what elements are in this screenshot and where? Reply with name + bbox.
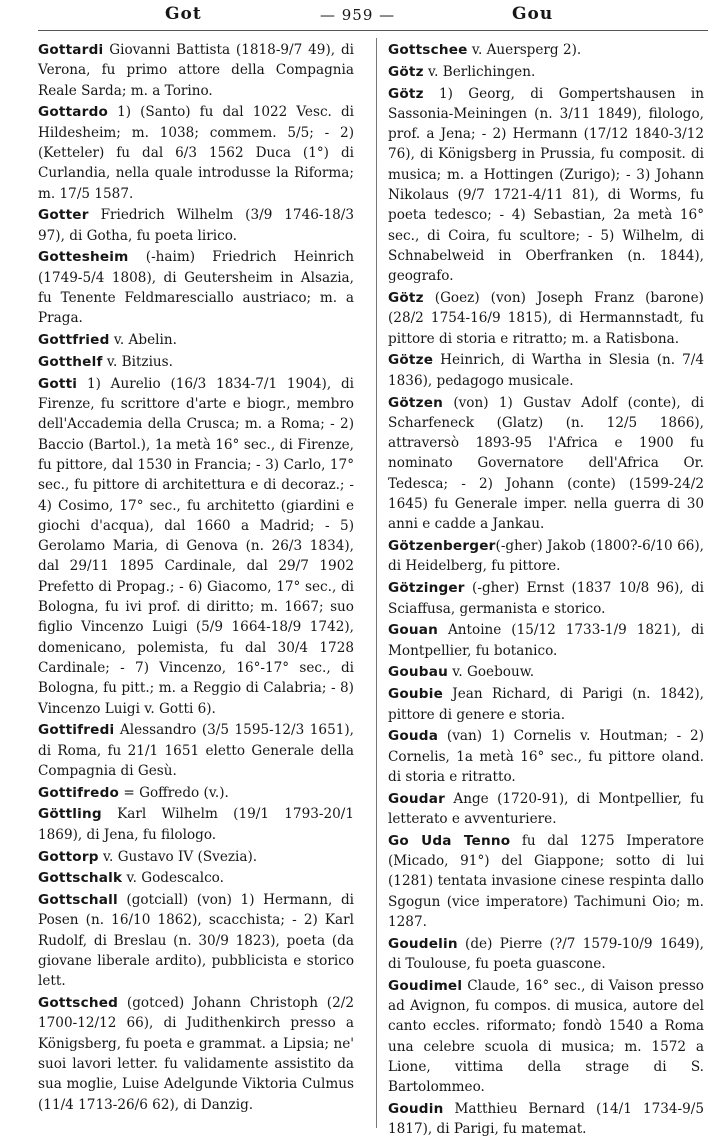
entry-text: (de) Pierre (?/7 1579-10/9 1649), di Toulouse, fu poeta guascone.	[388, 935, 704, 973]
entry-text: (gotced) Johann Christoph (2/2 1700-12/12 66), di Judithenkirch presso a Königsberg, fu poeta e grammat. a Lipsia; ne' suoi lavori letter. fu validamente assistito da sua moglie, Luise Adelgunde Viktoria Culmus (11/4 1713-26/6 62), di Danzig.	[38, 995, 354, 1113]
entry	[38, 352, 354, 372]
entry	[388, 789, 704, 830]
entry-text: (-haim) Friedrich Heinrich (1749-5/4 1808), di Geutersheim in Alsazia, fu Tenente Feldmaresciallo austriaco; m. a Praga.	[38, 249, 354, 327]
entry-text: v. Bitzius.	[102, 353, 173, 370]
entry-headword: Gottschall	[38, 892, 118, 909]
entry-text: (von) 1) Gustav Adolf (conte), di Scharfeneck (Glatz) (n. 12/5 1866), attraversò 1893-95 l'Africa e 1900 fu nominato Governatore dell'Africa Or. Tedesca; - 2) Johann (conte) (1599-24/2 1645) fu Generale imper. nella guerra di 30 anni e cadde a Jankau.	[388, 394, 704, 533]
entry	[388, 831, 704, 932]
entry-text: (van) 1) Cornelis v. Houtman; - 2) Cornelis, 1a metà 16° sec., fu pittore oland. di storia e ritratto.	[388, 728, 704, 785]
entry-headword: Götzen	[388, 394, 444, 411]
entry-text: Matthieu Bernard (14/1 1734-9/5 1817), di Parigi, fu matemat.	[388, 1101, 704, 1138]
entry-text: v. Abelin.	[109, 332, 177, 349]
entry-text: Alessandro (3/5 1595-12/3 1651), di Roma, fu 21/1 1651 eletto Generale della Compagnia di Gesù.	[38, 722, 354, 779]
entry	[38, 993, 354, 1115]
entry	[38, 847, 354, 867]
entry	[388, 62, 704, 82]
entry-headword: Götze	[388, 352, 434, 369]
entry	[388, 393, 704, 535]
entry-headword: Göttling	[38, 806, 102, 823]
entry-text: Heinrich, di Wartha in Slesia (n. 7/4 1836), pedagogo musicale.	[388, 352, 704, 389]
entry	[38, 102, 354, 203]
entry-text: = Goffredo (v.).	[119, 784, 229, 801]
entry	[38, 40, 354, 101]
entry-headword: Gottschalk	[38, 870, 123, 887]
entry-headword: Gottschee	[388, 42, 468, 58]
entry-text: v. Auersperg 2).	[467, 42, 582, 58]
entry	[388, 1099, 704, 1140]
entry-text: 1) (Santo) fu dal 1022 Vesc. di Hildesheim; m. 1038; commem. 5/5; - 2) (Ketteler) fu dal 6/3 1562 Duca (1°) di Curlandia, nella quale introdusse la Riforma; m. 17/5 1587.	[38, 104, 354, 202]
entry-headword: Gottardi	[38, 42, 104, 58]
entry	[38, 247, 354, 328]
entry-headword: Gottorp	[38, 848, 99, 865]
entry-headword: Goudar	[388, 790, 445, 807]
entry-headword: Gottesheim	[38, 249, 129, 266]
entry	[388, 684, 704, 725]
entry-headword: Goubau	[388, 664, 448, 681]
entry-text: fu dal 1275 Imperatore (Micado, 91°) del Giappone; sotto di lui (1281) tentata invasione cinese respinta dallo Sgogun (vice imperatore) Tachimuni Oio; m. 1287.	[388, 832, 704, 930]
entry	[388, 536, 704, 577]
entry-headword: Goudimel	[388, 977, 463, 994]
entry	[388, 620, 704, 661]
entry	[38, 868, 354, 888]
entry-headword: Go Uda Tenno	[388, 832, 511, 849]
entry-headword: Goudelin	[388, 935, 458, 952]
header-left-word: Got	[165, 4, 202, 24]
entry-headword: Gottardo	[38, 104, 109, 121]
entry	[388, 578, 704, 619]
entry-headword: Gottifredo	[38, 784, 120, 801]
entry-text: Antoine (15/12 1733-1/9 1821), di Montpellier, fu botanico.	[388, 622, 704, 659]
entry-text: Claude, 16° sec., di Vaison presso ad Avignon, fu compos. di musica, autore del canto eccles. riformato; fondò 1540 a Roma una celebre scuola di musica; m. 1572 a Lione, vittima della strage di S. Bartolommeo.	[388, 977, 704, 1096]
entry-headword: Götzinger	[388, 580, 465, 597]
entry-headword: Götzenberger	[388, 538, 496, 555]
left-column	[38, 40, 354, 1116]
entry-headword: Götz	[388, 85, 424, 102]
entry	[38, 205, 354, 246]
entry-text: v. Goebouw.	[447, 664, 535, 681]
entry-headword: Goudin	[388, 1101, 444, 1118]
entry-text: v. Gustavo IV (Svezia).	[98, 848, 258, 865]
entry-text: v. Berlichingen.	[423, 63, 536, 80]
entry-headword: Götz	[388, 290, 424, 307]
entry-headword: Gottsched	[38, 995, 119, 1012]
entry-headword: Gottifredi	[38, 722, 115, 739]
entry-text: 1) Aurelio (16/3 1834-7/1 1904), di Firenze, fu scrittore d'arte e biogr., membro dell'Accademia della Crusca; m. a Roma; - 2) Baccio (Bartol.), 1a metà 16° sec., di Firenze, fu pittore, dal 1530 in Francia; - 3) Carlo, 17° sec., fu pittore di architettura e di decoraz.; - 4) Cosimo, 17° sec., fu architetto (giardini e giochi d'acqua), dal 1660 a Madrid; - 5) Gerolamo Maria, di Genova (n. 26/3 1834), dal 29/11 1895 Cardinale, dal 29/7 1902 Prefetto di Propag.; - 6) Giacomo, 17° sec., di Bologna, fu ivi prof. di diritto; m. 1667; suo figlio Vincenzo Luigi (5/9 1664-18/9 1742), domenicano, polemista, fu dal 30/4 1728 Cardinale; - 7) Vincenzo, 16°-17° sec., di Bologna, fu pitt.; m. a Reggio di Calabria; - 8) Vincenzo Luigi v. Gotti 6).	[38, 375, 354, 717]
entry	[388, 934, 704, 975]
entry	[388, 662, 704, 682]
entry-headword: Gouan	[388, 622, 439, 639]
entry	[38, 783, 354, 803]
entry	[388, 84, 704, 287]
entry	[38, 720, 354, 781]
entry-headword: Gotthelf	[38, 353, 103, 370]
entry-headword: Götz	[388, 63, 424, 80]
entry	[388, 288, 704, 349]
entry-text: (-gher) Ernst (1837 10/8 96), di Sciaffusa, germanista e storico.	[388, 580, 704, 617]
entry	[388, 40, 704, 60]
entry	[38, 804, 354, 845]
entry	[38, 330, 354, 350]
entry	[388, 350, 704, 391]
entry-headword: Gotter	[38, 207, 89, 224]
entry-text: (-gher) Jakob (1800?-6/10 66), di Heidelberg, fu pittore.	[388, 538, 704, 575]
page-number: — 959 —	[320, 6, 396, 24]
entry-text: Karl Wilhelm (19/1 1793-20/1 1869), di Jena, fu filologo.	[38, 806, 354, 843]
entry	[38, 890, 354, 991]
entry-text: v. Godescalco.	[122, 870, 224, 887]
entry-text: 1) Georg, di Gompertshausen in Sassonia-Meiningen (n. 3/11 1849), filologo, prof. a Jena; - 2) Hermann (17/12 1840-3/12 76), di Königsberg in Prussia, fu composit. di musica; m. a Hottingen (Zurigo); - 3) Johann Nikolaus (9/7 1721-4/11 81), di Worms, fu poeta tedesco; - 4) Sebastian, 2a metà 16° sec., di Coira, fu scultore; - 5) Wilhelm, di Schnabelweid in Oberfranken (n. 1844), geografo.	[388, 85, 704, 285]
entry-headword: Gotti	[38, 375, 78, 392]
entry-headword: Gottfried	[38, 332, 110, 349]
entry	[388, 976, 704, 1098]
entry-text: Ange (1720-91), di Montpellier, fu letterato e avventuriere.	[388, 790, 704, 827]
entry-text: (Goez) (von) Joseph Franz (barone) (28/2 1754-16/9 1815), di Hermannstadt, fu pittore di storia e ritratto; m. a Ratisbona.	[388, 290, 704, 347]
column-divider	[376, 38, 377, 1128]
entry-text: (gotciall) (von) 1) Hermann, di Posen (n. 16/10 1862), scacchista; - 2) Karl Rudolf, di Breslau (n. 30/9 1823), poeta (da giovane liberale ardito), pubblicista e storico lett.	[38, 892, 354, 990]
entry	[38, 374, 354, 719]
right-column	[388, 40, 704, 1141]
header-rule	[38, 30, 708, 31]
entry-headword: Goubie	[388, 686, 443, 703]
entry-text: Friedrich Wilhelm (3/9 1746-18/3 97), di Gotha, fu poeta lirico.	[38, 207, 354, 244]
header-right-word: Gou	[512, 4, 554, 24]
entry-headword: Gouda	[388, 728, 439, 745]
entry-text: Jean Richard, di Parigi (n. 1842), pittore di genere e storia.	[388, 686, 704, 723]
entry	[388, 726, 704, 787]
entry-text: Giovanni Battista (1818-9/7 49), di Verona, fu primo attore della Compagnia Reale Sarda; m. a Torino.	[38, 42, 354, 99]
